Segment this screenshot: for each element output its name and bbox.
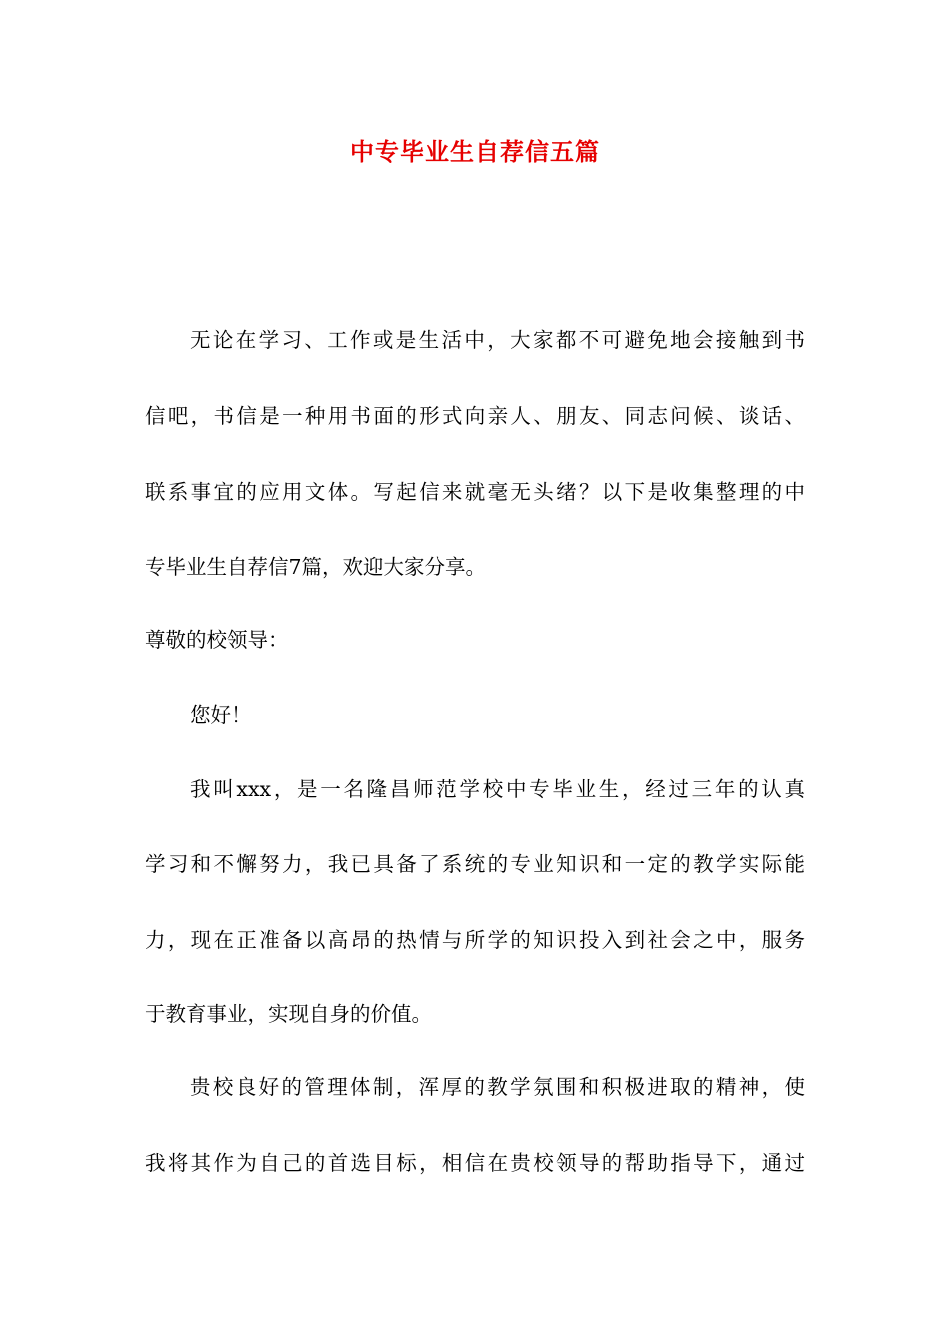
paragraph-2-line-4: 于教育事业，实现自身的价值。 bbox=[145, 1002, 432, 1026]
paragraph-2-line-3: 力，现在正准备以高昂的热情与所学的知识投入到社会之中，服务 bbox=[145, 928, 805, 952]
greeting: 您好！ bbox=[190, 703, 252, 727]
paragraph-2-line-2: 学习和不懈努力，我已具备了系统的专业知识和一定的教学实际能 bbox=[145, 852, 805, 876]
paragraph-3-line-1: 贵校良好的管理体制，浑厚的教学氛围和积极进取的精神，使 bbox=[190, 1075, 805, 1099]
paragraph-2-line-1: 我叫xxx，是一名隆昌师范学校中专毕业生，经过三年的认真 bbox=[190, 777, 805, 801]
paragraph-3-line-2: 我将其作为自己的首选目标，相信在贵校领导的帮助指导下，通过 bbox=[145, 1151, 805, 1175]
paragraph-1-line-3: 联系事宜的应用文体。写起信来就毫无头绪？以下是收集整理的中 bbox=[145, 480, 805, 504]
paragraph-1-line-1: 无论在学习、工作或是生活中，大家都不可避免地会接触到书 bbox=[190, 328, 805, 352]
paragraph-1-line-2: 信吧，书信是一种用书面的形式向亲人、朋友、同志问候、谈话、 bbox=[145, 404, 805, 428]
paragraph-1-line-4: 专毕业生自荐信7篇，欢迎大家分享。 bbox=[145, 555, 487, 579]
salutation: 尊敬的校领导： bbox=[145, 628, 289, 652]
document-title: 中专毕业生自荐信五篇 bbox=[350, 137, 600, 166]
